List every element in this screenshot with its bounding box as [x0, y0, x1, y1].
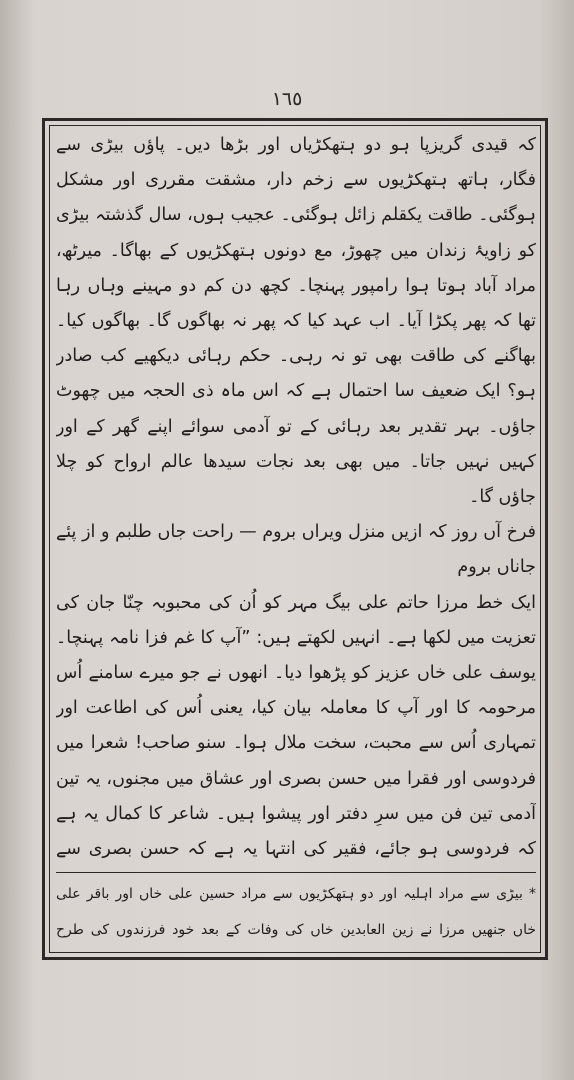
paragraph-2-verse: فرخ آں روز کہ ازیں منزل ویراں بروم — راحت جاں طلبم و از پئے جاناں بروم [56, 522, 536, 578]
paragraph-3: ایک خط مرزا حاتم علی بیگ مہر کو اُن کی محبوبہ چنّا جان کی تعزیت میں لکھا ہے۔ انہیں لکھتے ہیں: ”آپ کا غم فزا نامہ پہنچا۔ یوسف علی خاں عزیز کو پڑھوا دیا۔ انھوں نے جو میرے سامنے اُس مرحومہ کا اور آپ کا معاملہ بیان کیا، یعنی اُس کی اطاعت اور تمہاری اُس سے محبت، سخت ملال ہوا۔ سنو صاحب! شعرا میں فردوسی اور فقرا میں حسن بصری اور عشاق میں مجنوں، یہ تین آدمی تین فن میں سرِ دفتر اور پیشوا ہیں۔ شاعر کا کمال یہ ہے کہ فردوسی ہو جائے، فقیر کی انتہا یہ ہے کہ حسن بصری سے [56, 592, 536, 860]
page-number: ١٦٥ [271, 88, 303, 110]
body-text [56, 128, 536, 868]
footnote-divider [56, 872, 536, 873]
footnote: * بیڑی سے مراد اہلیہ اور دو ہتھکڑیوں سے مراد حسین علی خاں اور باقر علی خاں جنھیں مرزا نے زین العابدین خاں کی وفات کے بعد خود فرزندوں کی طرح [56, 886, 536, 938]
paragraph-1: کہ قیدی گریزپا ہو دو ہتھکڑیاں اور بڑھا دیں۔ پاؤں بیڑی سے فگار، ہاتھ ہتھکڑیوں سے زخم دار، مشقت مقرری اور مشکل ہوگئی۔ طاقت یکقلم زائل ہوگئی۔ عجیب ہوں، سال گذشتہ بیڑی کو زاویۂ زندان میں چھوڑ، مع دونوں ہتھکڑیوں کے بھاگا۔ میرٹھ، مراد آباد ہوتا ہوا رامپور پہنچا۔ کچھ دن کم دو مہینے وہاں رہا تھا کہ پھر پکڑا آیا۔ اب عہد کیا کہ پھر نہ بھاگوں گا۔ بھاگوں کیا۔ بھاگنے کی طاقت بھی تو نہ رہی۔ حکم رہائی دیکھیے کب صادر ہو؟ ایک ضعیف سا احتمال ہے کہ اس ماہ ذی الحجہ میں چھوٹ جاؤں۔ بہر تقدیر بعد رہائی کے تو آدمی سوائے اپنے گھر کے اور کہیں نہیں جاتا۔ میں بھی بعد نجات سیدھا عالم ارواح کو چلا جاؤں گا۔ [56, 135, 536, 508]
